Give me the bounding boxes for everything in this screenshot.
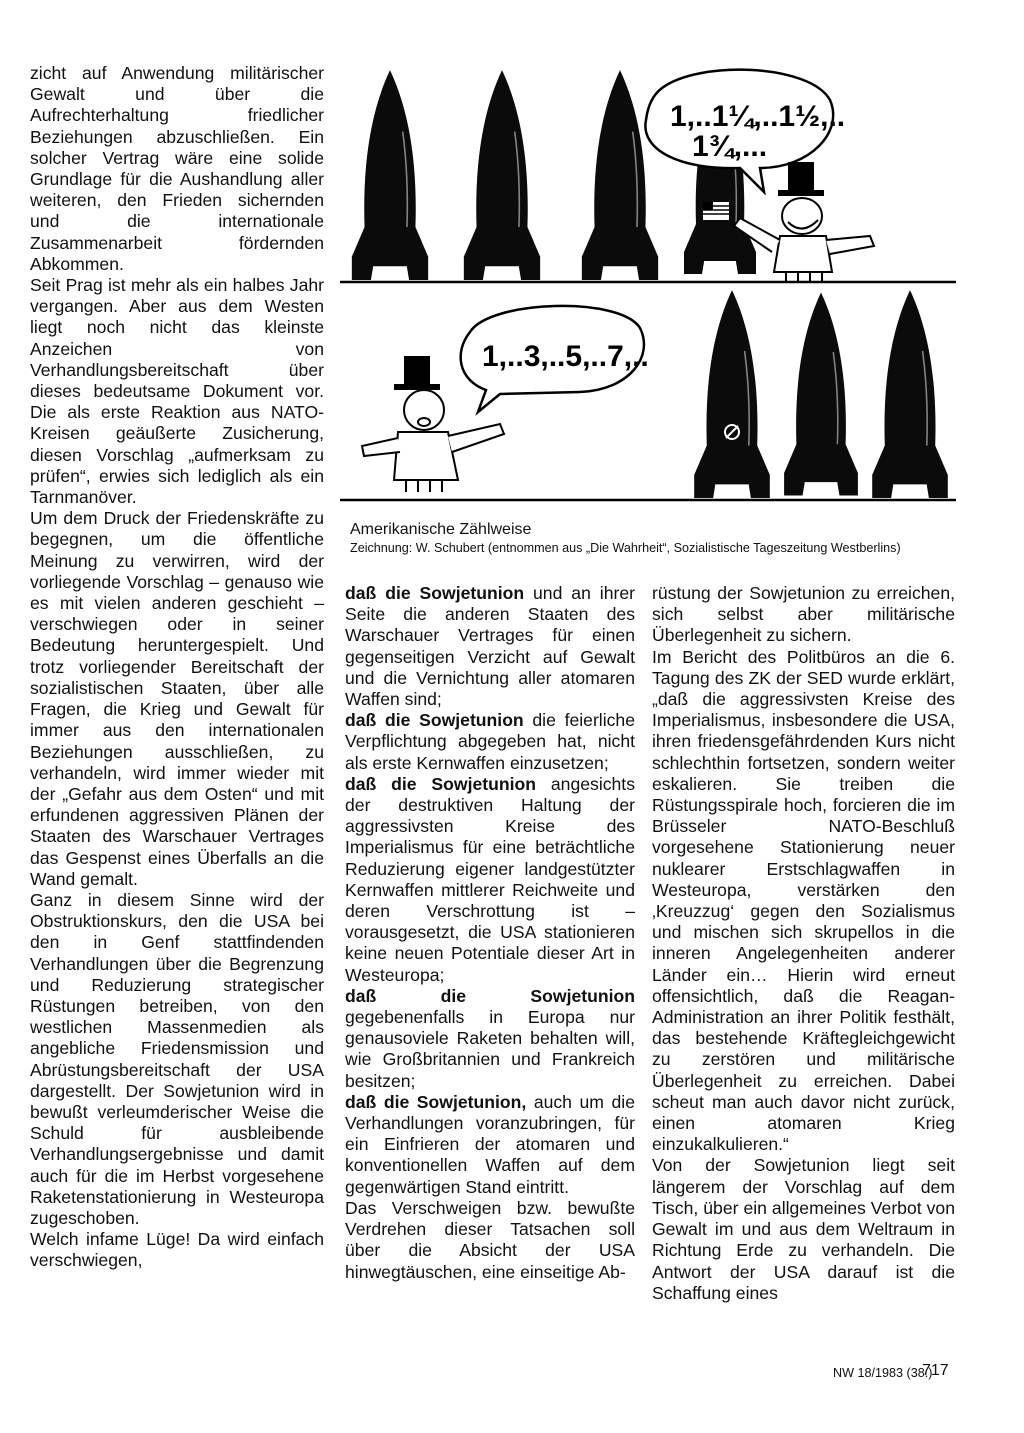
bold-lead: daß die Sowjetunion <box>345 985 635 1006</box>
bold-lead: daß die Sowjetunion <box>345 773 537 794</box>
bold-lead: daß die Sowjetunion <box>345 583 525 603</box>
paragraph: daß die Sowjetunion die feierliche Verpflichtung abgegeben hat, nicht als erste Kernwaffen einzusetzen; <box>345 710 635 773</box>
caption-credit: Zeichnung: W. Schubert (entnommen aus „Die Wahrheit“, Sozialistische Tageszeitung Westberlins) <box>350 541 901 555</box>
bubble-top-text: 1,..1¼,..1½,.. <box>670 100 846 133</box>
paragraph: daß die Sowjetunion angesichts der destruktiven Haltung der aggressivsten Kreise des Imperialismus für eine beträchtliche Reduzierung eigener landgestützter Kernwaffen mittlerer Reichweite und deren Verschrottung ist – vorausgesetzt, die USA stationieren keine neuen Potentiale dieser Art in Westeuropa; <box>345 773 635 985</box>
paragraph: rüstung der Sowjetunion zu erreichen, sich selbst aber militärische Überlegenheit zu sichern. <box>652 583 955 646</box>
issue-number: NW 18/1983 (38.) <box>833 1366 933 1380</box>
column-middle <box>345 583 635 1283</box>
paragraph: daß die Sowjetunion, auch um die Verhandlungen voranzubringen, für ein Einfrieren der atomaren und konventionellen Waffen auf dem gegenwärtigen Stand eintritt. <box>345 1091 635 1197</box>
paragraph: Im Bericht des Politbüros an die 6. Tagung des ZK der SED wurde erklärt, „daß die aggressivsten Kreise des Imperialismus, insbesondere die USA, ihren friedensgefährdenden Kurs nicht schlechthin fortsetzen, sondern weiter eskalieren. Sie treiben die Rüstungsspirale hoch, forcieren die im Brüsseler NATO-Beschluß vorgesehene Stationierung neuer nuklearer Erstschlagwaffen in Westeuropa, verstärken den ‚Kreuzzug‘ gegen den Sozialismus und mischen sich skrupellos in die inneren Angelegenheiten anderer Länder ein… Hierin wird erneut offensichtlich, daß die Reagan-Administration an ihrer Politik festhält, das bestehende Kräftegleichgewicht zu zerstören und militärische Überlegenheit zu erreichen. Dabei scheut man auch davor nicht zurück, einen atomaren Krieg einzukalkulieren.“ <box>652 646 955 1155</box>
paragraph: Welch infame Lüge! Da wird einfach verschwiegen, <box>30 1229 324 1271</box>
paragraph: Seit Prag ist mehr als ein halbes Jahr vergangen. Aber aus dem Westen liegt noch nicht das kleinste Anzeichen von Verhandlungsbereitschaft über dieses bedeutsame Dokument vor. Die als erste Reaktion aus NATO-Kreisen geäußerte Zusicherung, diesen Vorschlag „aufmerksam zu prüfen“, erwies sich lediglich als ein Tarnmanöver. <box>30 275 324 508</box>
column-left <box>30 63 324 1272</box>
paragraph: Um dem Druck der Friedenskräfte zu begegnen, um die öffentliche Meinung zu verwirren, wird der vorliegende Vorschlag – genauso wie es mit vielen anderen geschieht – verschwiegen oder in seiner Bedeutung heruntergespielt. Und trotz vorliegender Bereitschaft der sozialistischen Staaten, über alle Fragen, die Krieg und Gewalt für immer aus den internationalen Beziehungen ausschließen, zu verhandeln, wird immer wieder mit der „Gefahr aus dem Osten“ und mit erfundenen aggressiven Plänen der Staaten des Warschauer Vertrages das Gespenst eines Überfalls an die Wand gemalt. <box>30 508 324 889</box>
paragraph: zicht auf Anwendung militärischer Gewalt und über die Aufrechterhaltung friedlicher Beziehungen abzuschließen. Ein solcher Vertrag wäre eine solide Grundlage für die Aushandlung aller weiteren, den Frieden sichernden und die internationale Zusammenarbeit fördernden Abkommen. <box>30 63 324 274</box>
paragraph: Ganz in diesem Sinne wird der Obstruktionskurs, den die USA bei den in Genf stattfindenden Verhandlungen über die Begrenzung und Reduzierung strategischer Rüstungen betreiben, von den westlichen Massenmedien als angebliche Friedensmission und Abrüstungsbereitschaft der USA dargestellt. Der Sowjetunion wird in bewußt verleumderischer Weise die Schuld für ausbleibende Verhandlungsergebnisse und damit auch für die im Herbst vorgesehene Raketenstationierung in Westeuropa zugeschoben. <box>30 889 324 1228</box>
bold-lead: daß die Sowjetunion <box>345 710 524 731</box>
column-right <box>652 583 955 1304</box>
bubble-top-text: 1¾,... <box>692 130 768 163</box>
paragraph: daß die Sowjetunion und an ihrer Seite die anderen Staaten des Warschauer Vertrages für einen gegenseitigen Verzicht auf Gewalt und die Vernichtung aller atomaren Waffen sind; <box>345 583 635 710</box>
caption-title: Amerikanische Zählweise <box>350 521 532 538</box>
speech-bubble-bottom <box>461 306 649 412</box>
rockets-bottom <box>694 290 948 498</box>
paragraph: Das Verschweigen bzw. bewußte Verdrehen dieser Tatsachen soll über die Absicht der USA hinwegtäuschen, eine einseitige Ab- <box>345 1197 635 1282</box>
bubble-bottom-text: 1,..3,..5,..7,.. <box>482 340 649 373</box>
paragraph: Von der Sowjetunion liegt seit längerem der Vorschlag auf dem Tisch, über ein allgemeines Verbot von Gewalt im und aus dem Weltraum in Richtung Erde zu verhandeln. Die Antwort der USA darauf ist die Schaffung eines <box>652 1155 955 1303</box>
paragraph: daß die Sowjetunion gegebenenfalls in Europa nur genausoviele Raketen behalten will, wie Großbritannien und Frankreich besitzen; <box>345 985 635 1091</box>
speech-bubble-top <box>645 70 845 192</box>
bold-lead: daß die Sowjetunion, <box>345 1091 527 1112</box>
cartoon-illustration <box>340 60 956 506</box>
us-flag-icon <box>703 202 729 220</box>
page-number: 717 <box>922 1362 949 1379</box>
